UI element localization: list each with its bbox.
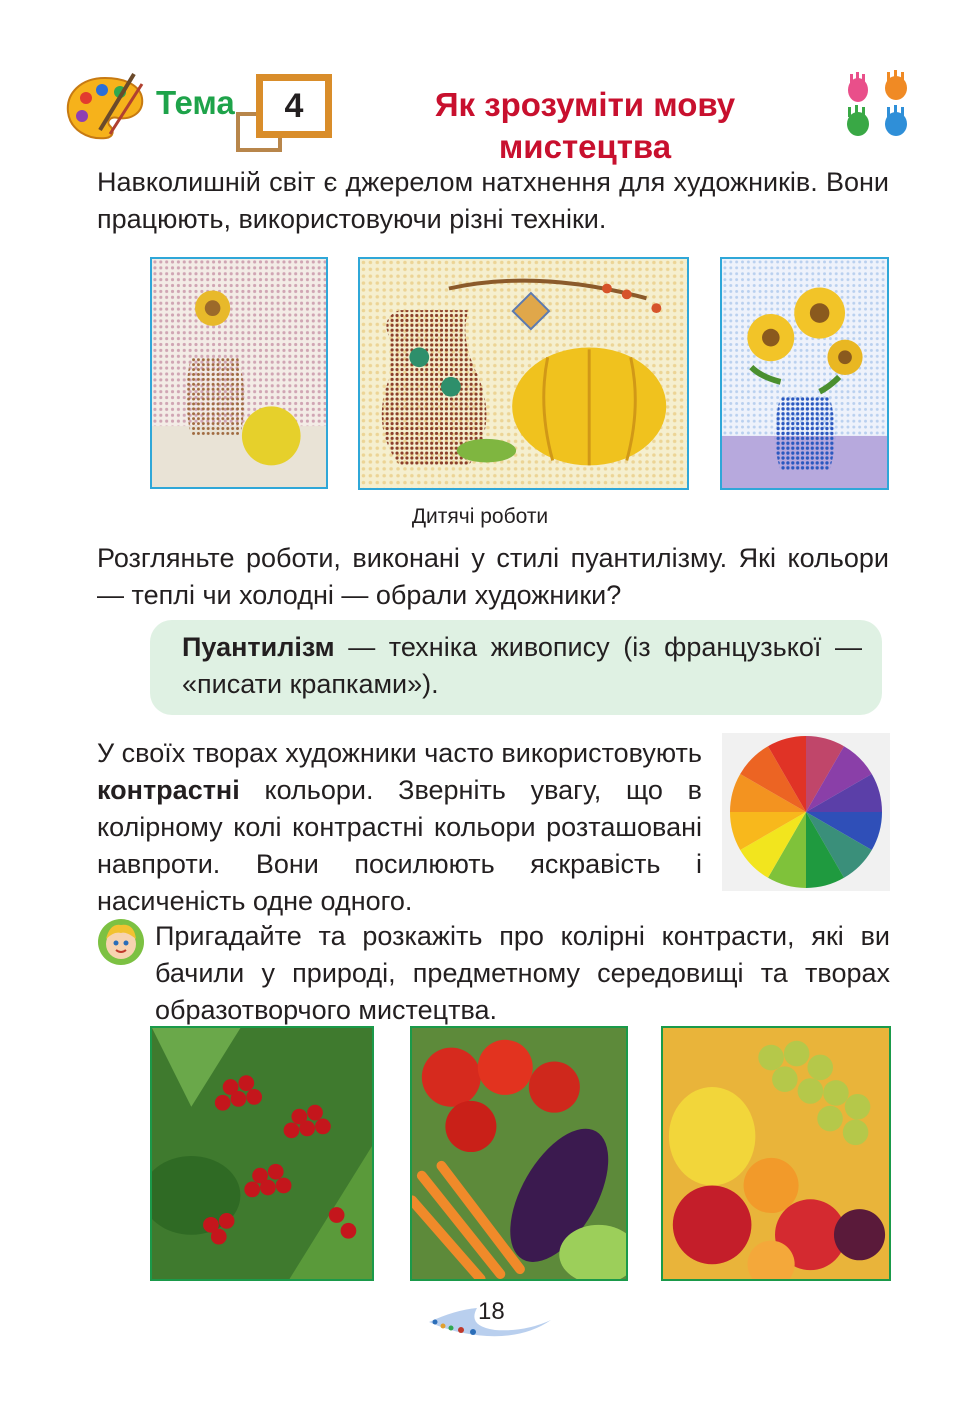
color-wheel-icon <box>722 733 890 891</box>
contrast-paragraph <box>97 735 702 920</box>
palette-icon <box>62 72 148 144</box>
definition-body: — техніка живопису (із французької — «писати крапками»). <box>182 632 862 699</box>
photo-fruits <box>661 1026 891 1281</box>
task-paragraph: Пригадайте та розкажіть про колірні контрасти, які ви бачили у природі, предметному середовищі та творах образотворчого мистецтва. <box>155 921 890 1025</box>
topic-label: Тема <box>156 84 235 121</box>
pointillism-artwork-still-life <box>150 257 328 489</box>
intro-paragraph: Навколишній світ є джерелом натхнення для художників. Вони працюють, використовуючи різні техніки. <box>97 167 889 234</box>
photo-vegetables <box>410 1026 628 1281</box>
title-line-2: мистецтва <box>498 128 672 165</box>
gallery-caption: Дитячі роботи <box>411 505 549 528</box>
definition-text <box>182 629 862 703</box>
contrast-text-start: У своїх творах художники часто використовують <box>97 738 702 768</box>
child-mascot-icon <box>96 917 146 967</box>
page-number: 18 <box>478 1298 505 1325</box>
definition-term: Пуантилізм <box>182 632 335 662</box>
hands-logo-icon <box>840 70 920 146</box>
contrast-text-end: кольори. Зверніть увагу, що в колірному колі контрастні кольори розташовані навпроти. Вони посилюють яскравість і насиченість одне одного. <box>97 775 702 916</box>
pointillism-artwork-jug-pumpkin <box>358 257 689 490</box>
question-paragraph: Розгляньте роботи, виконані у стилі пуантилізму. Які кольори — теплі чи холодні — обрали художники? <box>97 543 889 610</box>
topic-number: 4 <box>284 86 304 125</box>
contrast-keyword: контрастні <box>97 775 240 805</box>
photo-viburnum-berries <box>150 1026 374 1281</box>
pointillism-artwork-sunflowers <box>720 257 889 490</box>
page-title <box>395 84 775 168</box>
title-line-1: Як зрозуміти мову <box>434 86 736 123</box>
